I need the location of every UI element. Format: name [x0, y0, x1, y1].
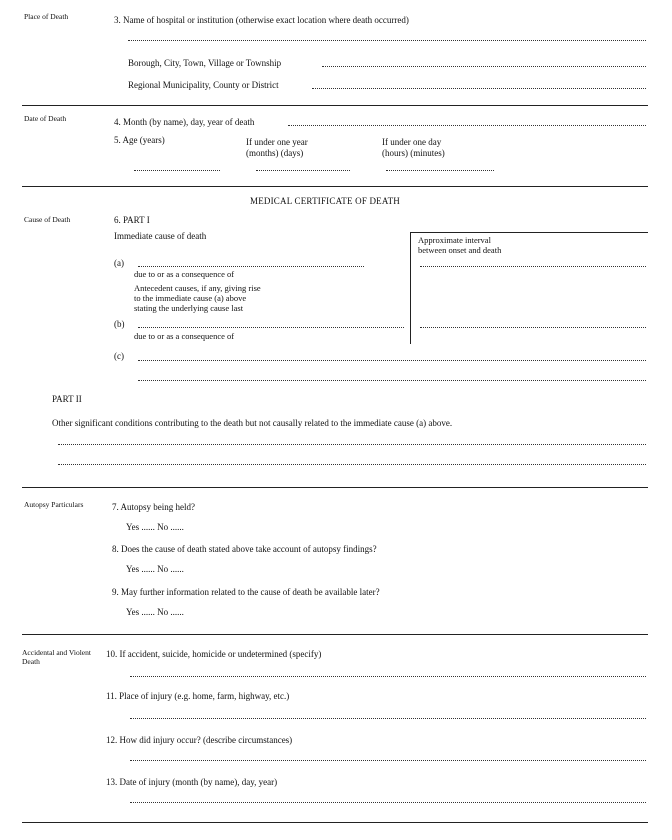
antecedent-label-1: Antecedent causes, if any, giving rise: [134, 283, 261, 293]
under-one-year-label: If under one year: [246, 137, 308, 147]
autopsy-section-label: Autopsy Particulars: [24, 500, 84, 509]
date-of-death-section-label: Date of Death: [24, 114, 67, 123]
hours-minutes-label: (hours) (minutes): [382, 148, 445, 158]
age-hours-minutes-field[interactable]: [386, 170, 494, 171]
part-1-label: 6. PART I: [114, 215, 150, 225]
interval-label-line-1: Approximate interval: [418, 235, 491, 245]
accident-type-field[interactable]: [130, 676, 646, 677]
accidental-section-label: Accidental and Violent Death: [22, 648, 91, 666]
antecedent-label-2: to the immediate cause (a) above: [134, 293, 247, 303]
question-5-label: 5. Age (years): [114, 135, 165, 145]
cause-c-field[interactable]: [138, 360, 646, 361]
place-of-death-section-label: Place of Death: [24, 12, 69, 21]
cause-b-field[interactable]: [138, 327, 404, 328]
borough-label: Borough, City, Town, Village or Township: [128, 58, 282, 68]
place-of-injury-field[interactable]: [130, 718, 646, 719]
antecedent-label-3: stating the underlying cause last: [134, 303, 244, 313]
interval-label-line-2: between onset and death: [418, 245, 502, 255]
part-2-label: PART II: [52, 394, 82, 404]
cause-c-field-continued[interactable]: [138, 380, 646, 381]
section-divider: [22, 634, 648, 635]
question-13-label: 13. Date of injury (month (by name), day, year): [106, 777, 278, 787]
age-years-field[interactable]: [134, 170, 220, 171]
hospital-name-field[interactable]: [128, 40, 646, 41]
line-b-label: (b): [114, 319, 125, 329]
section-divider: [22, 105, 648, 106]
months-days-label: (months) (days): [246, 148, 304, 158]
question-10-label: 10. If accident, suicide, homicide or undetermined (specify): [106, 649, 322, 659]
line-c-label: (c): [114, 351, 124, 361]
question-8-label: 8. Does the cause of death stated above take account of autopsy findings?: [112, 544, 377, 554]
question-9-label: 9. May further information related to the cause of death be available later?: [112, 587, 380, 597]
further-info-yes-no[interactable]: Yes ...... No ......: [126, 607, 184, 617]
interval-a-field[interactable]: [420, 266, 646, 267]
other-conditions-field[interactable]: [58, 444, 646, 445]
immediate-cause-field[interactable]: [138, 266, 364, 267]
interval-box-left: [410, 232, 411, 344]
other-conditions-label: Other significant conditions contributing to the death but not causally related to the immediate cause (a) above.: [52, 418, 453, 428]
line-a-label: (a): [114, 258, 124, 268]
under-one-day-label: If under one day: [382, 137, 442, 147]
medical-certificate-heading: MEDICAL CERTIFICATE OF DEATH: [250, 196, 400, 206]
date-of-injury-field[interactable]: [130, 802, 646, 803]
region-label: Regional Municipality, County or District: [128, 80, 279, 90]
age-months-days-field[interactable]: [256, 170, 350, 171]
other-conditions-field-continued[interactable]: [58, 464, 646, 465]
due-to-label-1: due to or as a consequence of: [134, 269, 235, 279]
immediate-cause-label: Immediate cause of death: [114, 231, 207, 241]
injury-circumstances-field[interactable]: [130, 760, 646, 761]
question-11-label: 11. Place of injury (e.g. home, farm, highway, etc.): [106, 691, 290, 701]
due-to-label-2: due to or as a consequence of: [134, 331, 235, 341]
region-field[interactable]: [312, 88, 646, 89]
section-divider: [22, 186, 648, 187]
autopsy-held-yes-no[interactable]: Yes ...... No ......: [126, 522, 184, 532]
interval-b-field[interactable]: [420, 327, 646, 328]
borough-field[interactable]: [322, 66, 646, 67]
question-7-label: 7. Autopsy being held?: [112, 502, 195, 512]
question-12-label: 12. How did injury occur? (describe circumstances): [106, 735, 293, 745]
section-divider: [22, 487, 648, 488]
interval-box-top: [410, 232, 648, 233]
autopsy-findings-yes-no[interactable]: Yes ...... No ......: [126, 564, 184, 574]
question-3-label: 3. Name of hospital or institution (otherwise exact location where death occurred): [114, 15, 409, 25]
section-divider: [22, 822, 648, 823]
date-of-death-field[interactable]: [288, 125, 646, 126]
cause-of-death-section-label: Cause of Death: [24, 215, 71, 224]
question-4-label: 4. Month (by name), day, year of death: [114, 117, 255, 127]
